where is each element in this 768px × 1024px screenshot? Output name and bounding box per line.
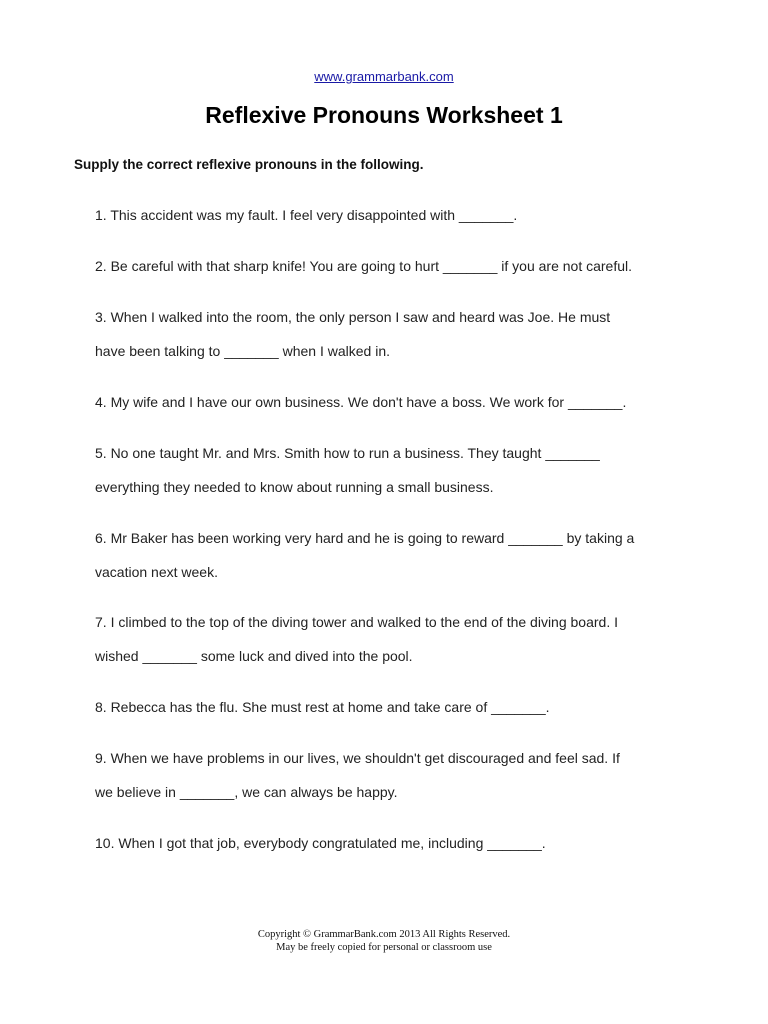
page-title: Reflexive Pronouns Worksheet 1 — [205, 102, 563, 128]
question-line: 2. Be careful with that sharp knife! You are going to hurt _______ if you are not careful. — [95, 258, 633, 274]
question-4 — [95, 385, 705, 419]
site-link[interactable]: www.grammarbank.com — [314, 69, 454, 84]
instructions: Supply the correct reflexive pronouns in the following. — [74, 157, 424, 172]
question-5 — [95, 436, 705, 504]
question-7 — [95, 605, 705, 673]
question-8 — [95, 690, 705, 724]
question-line: 9. When we have problems in our lives, we shouldn't get discouraged and feel sad. If — [95, 750, 620, 766]
question-line: 6. Mr Baker has been working very hard and he is going to reward _______ by taking a — [95, 530, 635, 546]
question-line: vacation next week. — [95, 564, 218, 580]
question-3 — [95, 300, 705, 368]
question-9 — [95, 741, 705, 809]
question-line: we believe in _______, we can always be happy. — [95, 784, 398, 800]
question-line: 3. When I walked into the room, the only person I saw and heard was Joe. He must — [95, 309, 611, 325]
question-line: 5. No one taught Mr. and Mrs. Smith how to run a business. They taught _______ — [95, 445, 600, 461]
question-line: 10. When I got that job, everybody congratulated me, including _______. — [95, 835, 546, 851]
question-line: 4. My wife and I have our own business. We don't have a boss. We work for _______. — [95, 394, 627, 410]
usage-note: May be freely copied for personal or classroom use — [276, 941, 492, 953]
question-line: wished _______ some luck and dived into the pool. — [95, 648, 413, 664]
question-2 — [95, 249, 705, 283]
question-line: 8. Rebecca has the flu. She must rest at home and take care of _______. — [95, 699, 550, 715]
footer — [0, 929, 768, 954]
question-line: 1. This accident was my fault. I feel very disappointed with _______. — [95, 207, 518, 223]
question-6 — [95, 521, 705, 589]
question-line: everything they needed to know about running a small business. — [95, 479, 494, 495]
copyright-notice: Copyright © GrammarBank.com 2013 All Rights Reserved. — [257, 929, 511, 940]
question-1 — [95, 198, 705, 232]
question-line: 7. I climbed to the top of the diving tower and walked to the end of the diving board. I — [95, 614, 618, 630]
question-line: have been talking to _______ when I walked in. — [95, 343, 390, 359]
question-10 — [95, 826, 705, 860]
